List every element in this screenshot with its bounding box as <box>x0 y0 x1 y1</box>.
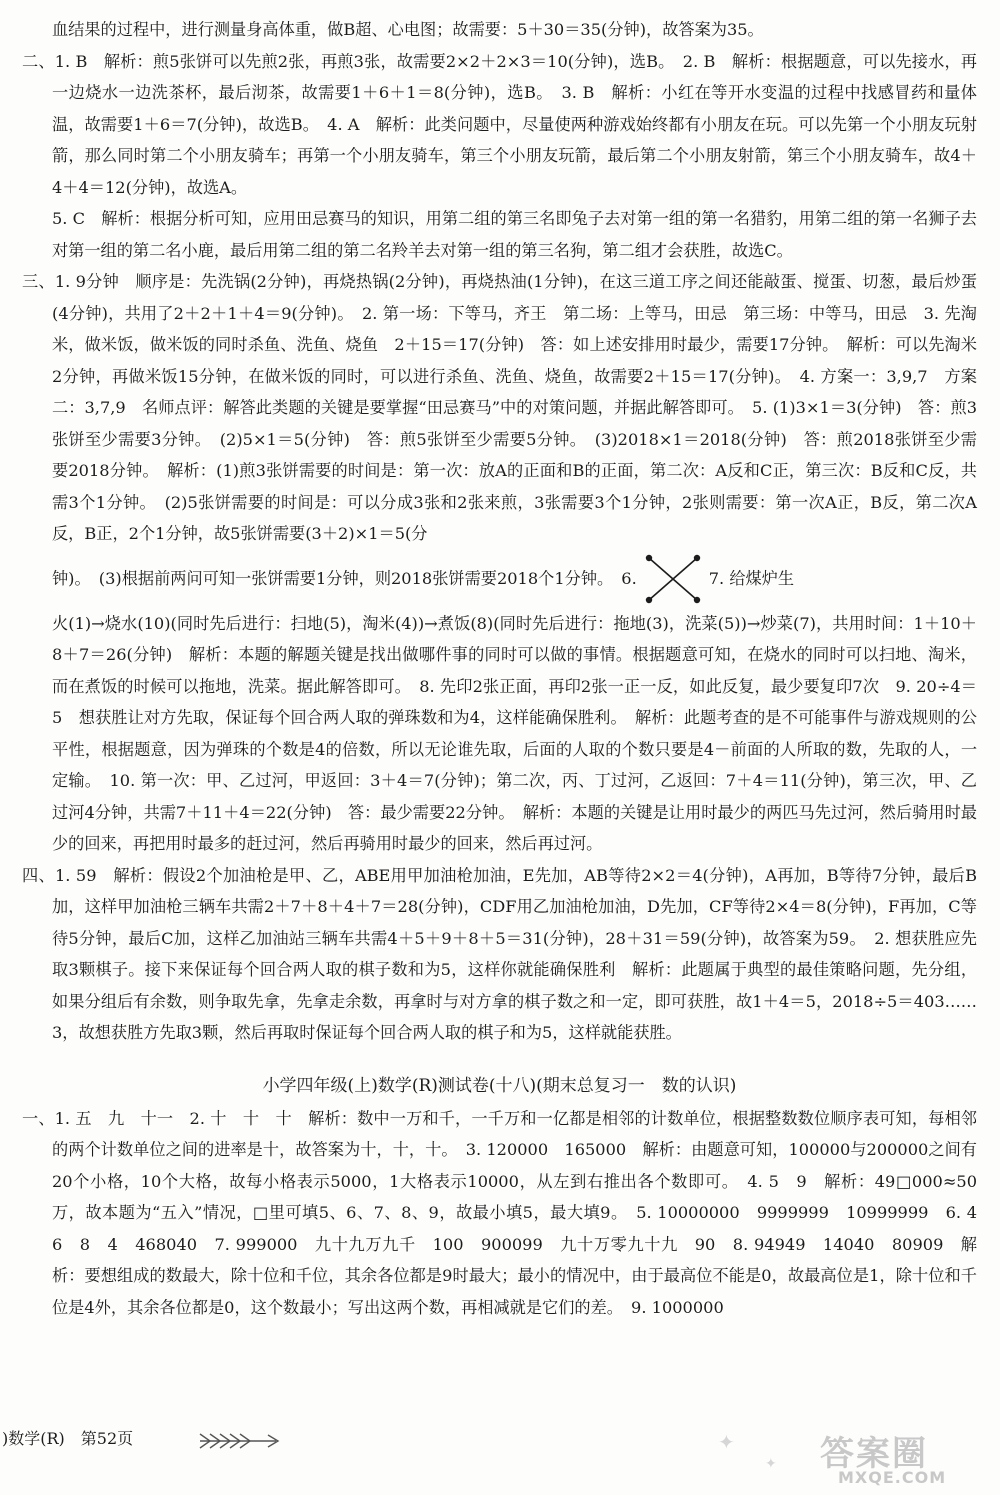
section-4-answers: 四、1. 59 解析：假设2个加油枪是甲、乙，ABE用甲加油枪加油，E先加，AB等待2×2＝4(分钟)，A再加，B等待7分钟，最后B加，这样甲加油枪三辆车共需2＋7＋8＋4＋7＝28(分钟)，CDF用乙加油枪加油，D先加，CF等待2×4＝8(分钟)，F再加，C等待5分钟，最后C加，这样乙加油站三辆车共需4＋5＋9＋8＋5＝31(分钟)，28＋31＝59(分钟)，故答案为59。 2. 想获胜应先取3颗棋子。接下来保证每个回合两人取的棋子数和为5，这样你就能确保胜利 解析：此题属于典型的最佳策略问题，先分组，如果分组后有余数，则争取先拿，先拿走余数，再拿时与对方拿的棋子数之和一定，即可获胜，故1＋4＝5，2018÷5＝403……3，故想获胜方先取3颗，然后再取时保证每个回合两人取的棋子和为5，这样就能获胜。 <box>22 865 977 1042</box>
sparkle-icon: ✦ <box>765 1456 777 1472</box>
section-1-answers-test18: 一、1. 五 九 十一 2. 十 十 十 解析：数中一万和千，一千万和一亿都是相邻的计数单位，根据整数数位顺序表可知，每相邻的两个计数单位之间的进率是十，故答案为十，十，十。 3. 120000 165000 解析：由题意可知，100000与200000之间有20个小格，10个大格，故每小格表示5000，1大格表示10000，从左到右推出各个数即可。 4. 5 9 解析：49□000≈50万，故本题为“五入”情况，□里可填5、6、7、8、9，故最小填5，最大填9。 5. 10000000 9999999 10999999 6. 4 6 8 4 468040 7. 999000 九十九万九千 100 900099 九十万零九十九 90 8. 94949 14040 80909 解析：要想组成的数最大，除十位和千位，其余各位都是9时最大；最小的情况中，由于最高位不能是0，故最高位是1，除十位和千位是4外，其余各位都是0，这个数最小；写出这两个数，再相减就是它们的差。 9. 1000000 <box>22 1108 994 1317</box>
paragraph-cont: 血结果的过程中，进行测量身高体重，做B超、心电图；故需要：5＋30＝35(分钟)，故答案为35。 <box>52 20 764 39</box>
watermark-logo <box>818 1424 988 1490</box>
answer-page <box>22 14 994 1323</box>
footer-page-label: )数学(R) 第52页 <box>2 1429 134 1448</box>
matching-cross-diagram <box>643 552 703 606</box>
section-2-q5: 5. C 解析：根据分析可知，应用田忌赛马的知识，用第二组的第三名即兔子去对第一组的第一名猎豹，用第二组的第一名狮子去对第一组的第二名小鹿，最后用第二组的第二名羚羊去对第一组的第三名狗，第二组才会获胜，故选C。 <box>52 209 977 260</box>
watermark-url: MXQE.COM <box>838 1468 947 1487</box>
section-3-q7-10: 火(1)→烧水(10)(同时先后进行：扫地(5)，淘米(4))→煮饭(8)(同时先后进行：拖地(3)，洗菜(5))→炒菜(7)，共用时间：1＋10＋8＋7＝26(分钟) 解析：本题的解题关键是找出做哪件事的同时可以做的事情。根据题意可知，在烧水的同时可以扫地、淘米，而在煮饭的时候可以拖地，洗菜。据此解答即可。 8. 先印2张正面，再印2张一正一反，如此反复，最少要复印7次 9. 20÷4＝5 想获胜让对方先取，保证每个回合两人取的弹珠数和为4，这样能确保胜利。 解析：此题考查的是不可能事件与游戏规则的公平性，根据题意，因为弹珠的个数是4的倍数，所以无论谁先取，后面的人取的个数只要是4－前面的人所取的数，先取的人，一定输。 10. 第一次：甲、乙过河，甲返回：3＋4＝7(分钟)；第二次，丙、丁过河，乙返回：7＋4＝11(分钟)，第三次，甲、乙过河4分钟，共需7＋11＋4＝22(分钟) 答：最少需要22分钟。 解析：本题的关键是让用时最少的两匹马先过河，然后骑用时最少的回来，再把用时最多的赶过河，然后再骑用时最少的回来，然后再过河。 <box>52 613 977 853</box>
watermark-main-text: 答案圈 <box>820 1434 928 1474</box>
sparkle-icon: ✦ <box>718 1430 735 1454</box>
section-2-answers: 二、1. B 解析：煎5张饼可以先煎2张，再煎3张，故需要2×2＋2×3＝10(分钟)，选B。 2. B 解析：根据题意，可以先接水，再一边烧水一边洗茶杯，最后沏茶，故需要1＋6＋1＝8(分钟)，选B。 3. B 解析：小红在等开水变温的过程中找感冒药和量体温，故需要1＋6＝7(分钟)，故选B。 4. A 解析：此类问题中，尽量使两种游戏始终都有小朋友在玩。可以先第一个小朋友玩射箭，那么同时第二个小朋友骑车；再第一个小朋友骑车，第三个小朋友玩箭，最后第二个小朋友射箭，第三个小朋友骑车，故4＋4＋4＝12(分钟)，故选A。 <box>22 51 977 197</box>
test-paper-title: 小学四年级(上)数学(R)测试卷(十八)(期末总复习一 数的认识) <box>262 1075 737 1096</box>
section-3-q6-line: 钟)。 (3)根据前两问可知一张饼需要1分钟，则2018张饼需要2018个1分钟。 6. 7. 给煤炉生 <box>22 550 977 608</box>
decorative-arrow-icon <box>196 1430 286 1456</box>
section-3-answers: 三、1. 9分钟 顺序是：先洗锅(2分钟)，再烧热锅(2分钟)，再烧热油(1分钟)，在这三道工序之间还能敲蛋、搅蛋、切葱，最后炒蛋(4分钟)，共用了2＋2＋1＋4＝9(分钟)。 2. 第一场：下等马，齐王 第二场：上等马，田忌 第三场：中等马，田忌 3. 先淘米，做米饭，做米饭的同时杀鱼、洗鱼、烧鱼 2＋15＝17(分钟) 答：如上述安排用时最少，需要17分钟。 解析：可以先淘米2分钟，再做米饭15分钟，在做米饭的同时，可以进行杀鱼、洗鱼、烧鱼，故需要2＋15＝17(分钟)。 4. 方案一：3,9,7 方案二：3,7,9 名师点评：解答此类题的关键是要掌握“田忌赛马”中的对策问题，并据此解答即可。 5. (1)3×1＝3(分钟) 答：煎3张饼至少需要3分钟。 (2)5×1＝5(分钟) 答：煎5张饼至少需要5分钟。 (3)2018×1＝2018(分钟) 答：煎2018张饼至少需要2018分钟。 解析：(1)煎3张饼需要的时间是：第一次：放A的正面和B的正面，第二次：A反和C正，第三次：B反和C反，共需3个1分钟。 (2)5张饼需要的时间是：可以分成3张和2张来煎，3张需要3个1分钟，2张则需要：第一次A正，B反，第二次A反，B正，2个1分钟，故5张饼需要(3＋2)×1＝5(分 <box>22 272 977 543</box>
